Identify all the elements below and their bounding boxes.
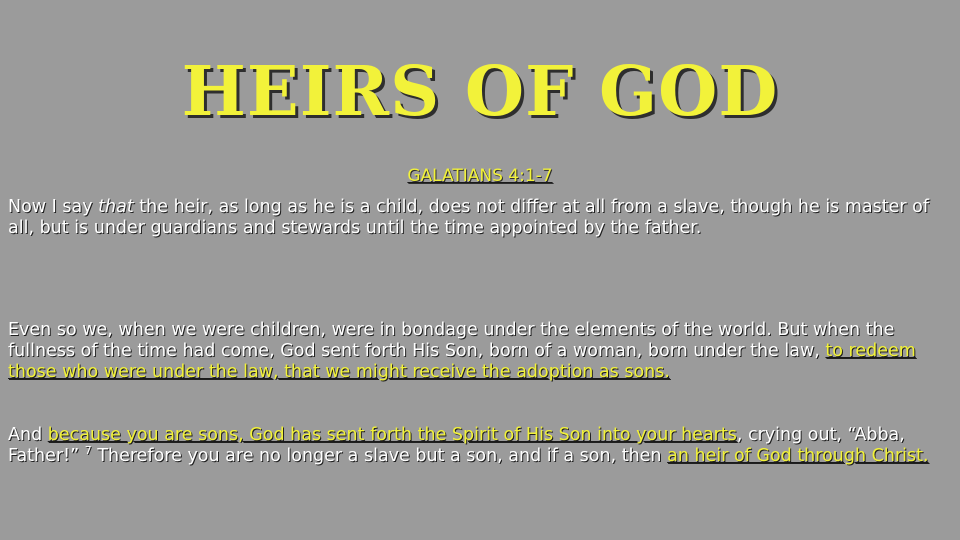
text-run: And (8, 425, 48, 445)
scripture-reference: GALATIANS 4:1-7 (407, 166, 553, 186)
highlighted-phrase: because you are sons, God has sent forth the Spirit of His Son into your hearts (47, 425, 737, 445)
text-run: Even so we, when we were children, were in bondage under the elements of the world. But when the fullness of the time had come, God sent forth His Son, born of a woman, born under the law, (8, 320, 895, 361)
verse-paragraph-3 (8, 425, 952, 467)
highlighted-phrase: an heir of God through Christ. (667, 446, 929, 466)
verse-paragraph-2 (8, 320, 952, 383)
verse-number: 7 (84, 444, 92, 458)
highlighted-phrase: to redeem those who were under the law, that we might receive the adoption as sons. (8, 341, 916, 382)
slide-title: HEIRS OF GOD (181, 52, 779, 132)
text-run: the heir, as long as he is a child, does not differ at all from a slave, though he is master of all, but is under guardians and stewards until the time appointed by the father. (8, 197, 930, 238)
text-run-italic: that (98, 197, 134, 217)
text-run: Therefore you are no longer a slave but a son, and if a son, then (91, 446, 668, 466)
verse-paragraph-1 (8, 197, 952, 239)
text-run: Now I say (8, 197, 99, 217)
text-run: , crying out, “Abba, Father!” (8, 425, 905, 466)
